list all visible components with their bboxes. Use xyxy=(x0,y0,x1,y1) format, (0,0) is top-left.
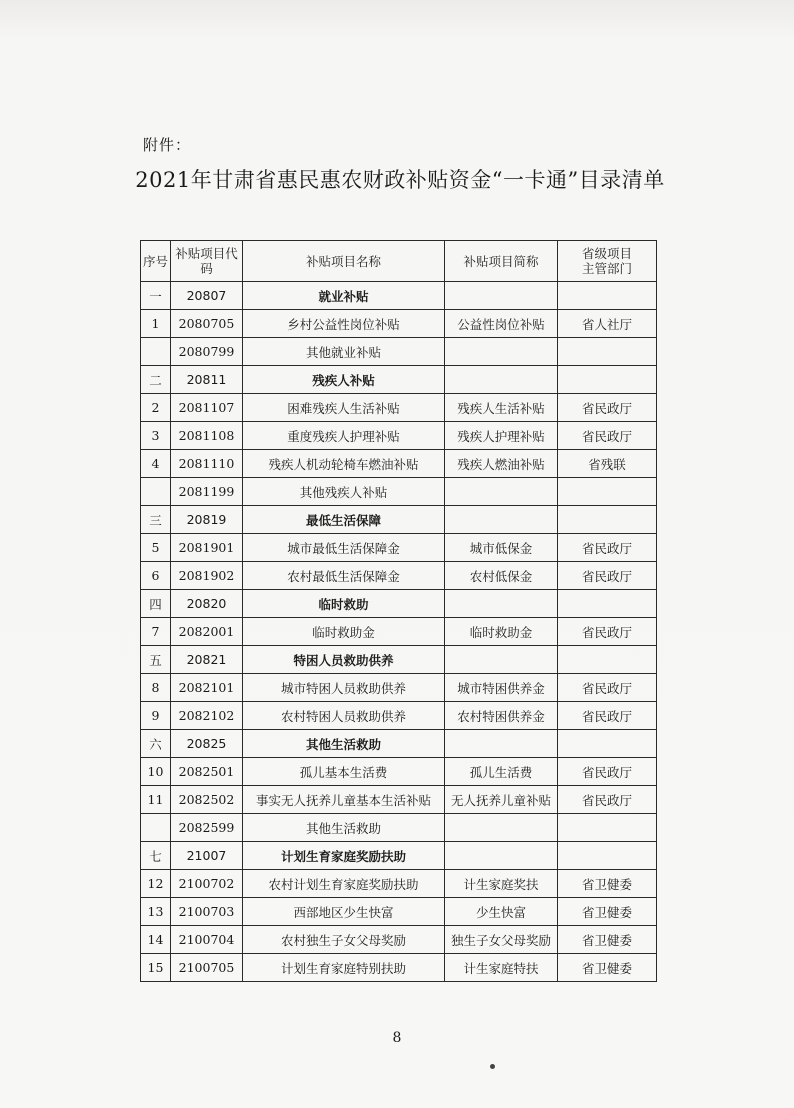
row-name: 城市特困人员救助供养 xyxy=(243,674,445,702)
row-name: 其他残疾人补贴 xyxy=(243,478,445,506)
row-name: 就业补贴 xyxy=(243,282,445,310)
row-department: 省民政厅 xyxy=(558,758,657,786)
row-department: 省民政厅 xyxy=(558,394,657,422)
row-short-name: 独生子女父母奖励 xyxy=(445,926,558,954)
row-index xyxy=(141,478,171,506)
row-department xyxy=(558,282,657,310)
row-index: 14 xyxy=(141,926,171,954)
row-name: 残疾人补贴 xyxy=(243,366,445,394)
row-index: 1 xyxy=(141,310,171,338)
table-row xyxy=(141,478,657,506)
row-department: 省人社厅 xyxy=(558,310,657,338)
row-index: 11 xyxy=(141,786,171,814)
row-short-name: 农村特困供养金 xyxy=(445,702,558,730)
row-department: 省卫健委 xyxy=(558,926,657,954)
row-name: 其他生活救助 xyxy=(243,814,445,842)
row-index: 二 xyxy=(141,366,171,394)
row-short-name xyxy=(445,366,558,394)
table-row xyxy=(141,786,657,814)
row-department xyxy=(558,338,657,366)
row-name: 计划生育家庭奖励扶助 xyxy=(243,842,445,870)
row-name: 孤儿基本生活费 xyxy=(243,758,445,786)
row-short-name: 孤儿生活费 xyxy=(445,758,558,786)
row-short-name: 公益性岗位补贴 xyxy=(445,310,558,338)
row-department: 省民政厅 xyxy=(558,786,657,814)
table-header-row xyxy=(141,241,657,282)
table-row xyxy=(141,534,657,562)
subsidy-catalog-table xyxy=(140,240,657,982)
table-category-row xyxy=(141,842,657,870)
row-short-name xyxy=(445,814,558,842)
row-index: 12 xyxy=(141,870,171,898)
row-name: 残疾人机动轮椅车燃油补贴 xyxy=(243,450,445,478)
row-short-name: 少生快富 xyxy=(445,898,558,926)
table-category-row xyxy=(141,730,657,758)
row-index: 3 xyxy=(141,422,171,450)
row-name: 最低生活保障 xyxy=(243,506,445,534)
row-department xyxy=(558,590,657,618)
row-index xyxy=(141,338,171,366)
row-code: 20807 xyxy=(171,282,243,310)
row-department: 省民政厅 xyxy=(558,562,657,590)
row-short-name xyxy=(445,590,558,618)
row-index: 9 xyxy=(141,702,171,730)
table-row xyxy=(141,450,657,478)
header-short-name: 补贴项目简称 xyxy=(445,241,558,282)
row-department: 省卫健委 xyxy=(558,898,657,926)
row-index: 三 xyxy=(141,506,171,534)
row-index: 10 xyxy=(141,758,171,786)
row-code: 2082102 xyxy=(171,702,243,730)
row-short-name: 计生家庭特扶 xyxy=(445,954,558,982)
row-short-name: 残疾人生活补贴 xyxy=(445,394,558,422)
row-code: 20825 xyxy=(171,730,243,758)
row-code: 2082502 xyxy=(171,786,243,814)
row-department: 省民政厅 xyxy=(558,702,657,730)
row-index: 8 xyxy=(141,674,171,702)
row-short-name: 无人抚养儿童补贴 xyxy=(445,786,558,814)
header-department: 省级项目主管部门 xyxy=(558,241,657,282)
row-index: 7 xyxy=(141,618,171,646)
row-short-name: 农村低保金 xyxy=(445,562,558,590)
scan-speck xyxy=(490,1064,495,1069)
row-short-name xyxy=(445,646,558,674)
row-code: 2082101 xyxy=(171,674,243,702)
row-code: 2081199 xyxy=(171,478,243,506)
row-department: 省卫健委 xyxy=(558,954,657,982)
row-name: 困难残疾人生活补贴 xyxy=(243,394,445,422)
row-index: 五 xyxy=(141,646,171,674)
row-department xyxy=(558,646,657,674)
row-index: 5 xyxy=(141,534,171,562)
row-department xyxy=(558,730,657,758)
row-code: 2080705 xyxy=(171,310,243,338)
row-code: 2100703 xyxy=(171,898,243,926)
table-body xyxy=(141,282,657,982)
row-code: 20821 xyxy=(171,646,243,674)
row-code: 2100702 xyxy=(171,870,243,898)
attachment-label: 附件： xyxy=(143,136,192,154)
row-name: 其他生活救助 xyxy=(243,730,445,758)
row-department: 省民政厅 xyxy=(558,534,657,562)
table-category-row xyxy=(141,590,657,618)
table-row xyxy=(141,562,657,590)
table-row xyxy=(141,674,657,702)
table-category-row xyxy=(141,646,657,674)
row-department xyxy=(558,842,657,870)
row-index: 2 xyxy=(141,394,171,422)
row-short-name xyxy=(445,282,558,310)
table-category-row xyxy=(141,506,657,534)
row-department: 省民政厅 xyxy=(558,674,657,702)
row-short-name: 城市低保金 xyxy=(445,534,558,562)
row-name: 乡村公益性岗位补贴 xyxy=(243,310,445,338)
table-row xyxy=(141,898,657,926)
row-name: 事实无人抚养儿童基本生活补贴 xyxy=(243,786,445,814)
row-department: 省残联 xyxy=(558,450,657,478)
row-name: 农村最低生活保障金 xyxy=(243,562,445,590)
header-code: 补贴项目代码 xyxy=(171,241,243,282)
row-name: 临时救助金 xyxy=(243,618,445,646)
row-code: 21007 xyxy=(171,842,243,870)
table-row xyxy=(141,422,657,450)
row-code: 20819 xyxy=(171,506,243,534)
table-row xyxy=(141,814,657,842)
row-code: 2082501 xyxy=(171,758,243,786)
row-code: 2081902 xyxy=(171,562,243,590)
document-title: 2021年甘肃省惠民惠农财政补贴资金“一卡通”目录清单 xyxy=(135,168,665,192)
row-department xyxy=(558,478,657,506)
row-short-name: 临时救助金 xyxy=(445,618,558,646)
row-name: 其他就业补贴 xyxy=(243,338,445,366)
row-name: 重度残疾人护理补贴 xyxy=(243,422,445,450)
row-department xyxy=(558,366,657,394)
header-name: 补贴项目名称 xyxy=(243,241,445,282)
row-code: 2081107 xyxy=(171,394,243,422)
row-index: 六 xyxy=(141,730,171,758)
row-code: 20820 xyxy=(171,590,243,618)
row-name: 特困人员救助供养 xyxy=(243,646,445,674)
row-department xyxy=(558,506,657,534)
table-row xyxy=(141,310,657,338)
row-index: 4 xyxy=(141,450,171,478)
row-name: 农村独生子女父母奖励 xyxy=(243,926,445,954)
row-code: 2081901 xyxy=(171,534,243,562)
table-row xyxy=(141,702,657,730)
table-category-row xyxy=(141,366,657,394)
header-index: 序号 xyxy=(141,241,171,282)
table-row xyxy=(141,618,657,646)
row-code: 2082001 xyxy=(171,618,243,646)
table-row xyxy=(141,394,657,422)
row-department: 省卫健委 xyxy=(558,870,657,898)
table-row xyxy=(141,926,657,954)
row-short-name xyxy=(445,842,558,870)
row-index xyxy=(141,814,171,842)
table-category-row xyxy=(141,282,657,310)
row-short-name xyxy=(445,338,558,366)
row-department xyxy=(558,814,657,842)
row-name: 西部地区少生快富 xyxy=(243,898,445,926)
row-name: 临时救助 xyxy=(243,590,445,618)
row-index: 15 xyxy=(141,954,171,982)
row-name: 农村计划生育家庭奖励扶助 xyxy=(243,870,445,898)
row-short-name: 残疾人燃油补贴 xyxy=(445,450,558,478)
row-name: 农村特困人员救助供养 xyxy=(243,702,445,730)
row-index: 6 xyxy=(141,562,171,590)
row-short-name xyxy=(445,478,558,506)
table-row xyxy=(141,870,657,898)
row-short-name: 城市特困供养金 xyxy=(445,674,558,702)
row-index: 四 xyxy=(141,590,171,618)
row-department: 省民政厅 xyxy=(558,618,657,646)
table-row xyxy=(141,338,657,366)
row-short-name xyxy=(445,730,558,758)
row-code: 2100705 xyxy=(171,954,243,982)
row-code: 2081108 xyxy=(171,422,243,450)
row-index: 13 xyxy=(141,898,171,926)
page-number: 8 xyxy=(392,1030,402,1046)
row-short-name: 计生家庭奖扶 xyxy=(445,870,558,898)
row-code: 2081110 xyxy=(171,450,243,478)
row-name: 城市最低生活保障金 xyxy=(243,534,445,562)
row-department: 省民政厅 xyxy=(558,422,657,450)
row-code: 2100704 xyxy=(171,926,243,954)
row-code: 2082599 xyxy=(171,814,243,842)
table-row xyxy=(141,954,657,982)
row-short-name: 残疾人护理补贴 xyxy=(445,422,558,450)
row-code: 2080799 xyxy=(171,338,243,366)
row-index: 七 xyxy=(141,842,171,870)
row-short-name xyxy=(445,506,558,534)
row-code: 20811 xyxy=(171,366,243,394)
table-row xyxy=(141,758,657,786)
row-name: 计划生育家庭特别扶助 xyxy=(243,954,445,982)
row-index: 一 xyxy=(141,282,171,310)
